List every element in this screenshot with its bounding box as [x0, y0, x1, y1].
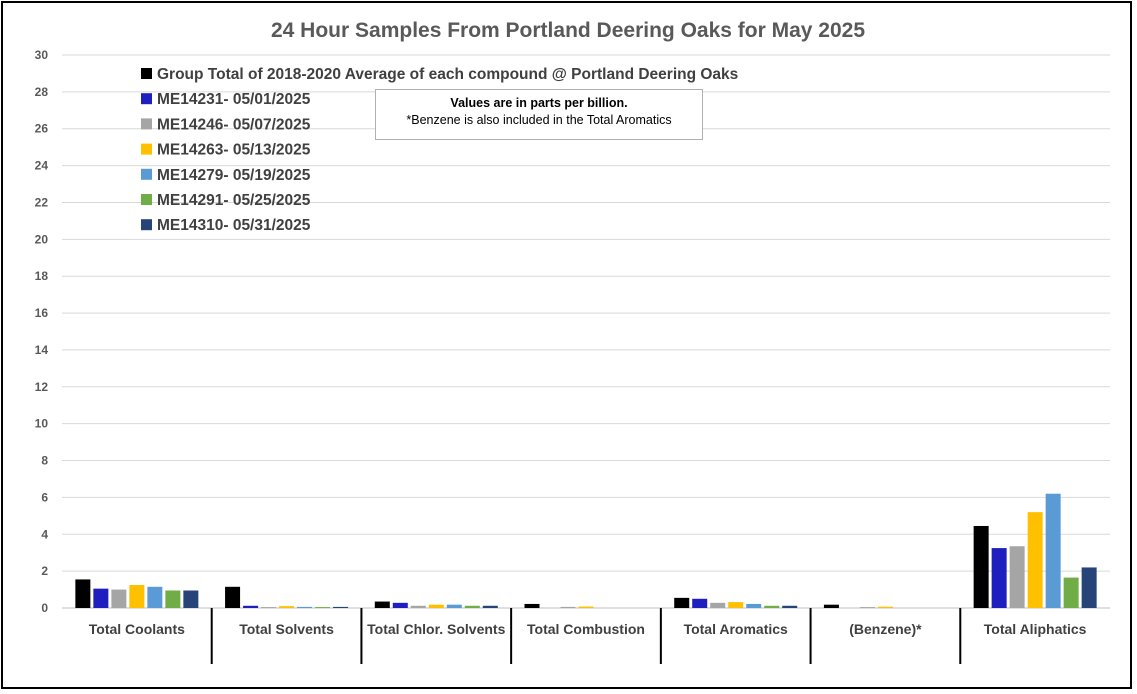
bar	[692, 599, 707, 608]
y-tick-label: 6	[41, 490, 48, 505]
x-category-label: Total Solvents	[239, 621, 334, 637]
legend-swatch	[141, 93, 152, 104]
bar	[974, 526, 989, 608]
bar	[165, 590, 180, 608]
y-tick-label: 20	[34, 232, 48, 247]
x-category-label: Total Chlor. Solvents	[367, 621, 506, 637]
bar	[411, 606, 426, 608]
bar	[728, 602, 743, 608]
legend-swatch	[141, 169, 152, 180]
y-tick-label: 18	[34, 269, 48, 284]
legend-swatch	[141, 194, 152, 205]
bar	[1082, 567, 1097, 608]
bar	[261, 607, 276, 608]
legend-label: ME14291- 05/25/2025	[157, 192, 311, 209]
y-tick-label: 30	[34, 48, 48, 62]
bar	[297, 607, 312, 608]
x-category-label: (Benzene)*	[849, 621, 922, 637]
bar	[1010, 546, 1025, 608]
y-tick-label: 4	[41, 527, 48, 542]
bar	[1028, 512, 1043, 608]
benzene-note-line2: *Benzene is also included in the Total Aromatics	[406, 113, 672, 127]
x-category-label: Total Aliphatics	[983, 621, 1087, 637]
y-axis-ticks	[35, 48, 49, 615]
bar	[429, 605, 444, 608]
y-tick-label: 26	[34, 121, 48, 136]
y-tick-label: 8	[41, 453, 48, 468]
y-tick-label: 0	[41, 601, 48, 615]
legend-label: ME14246- 05/07/2025	[157, 116, 311, 134]
legend-swatch	[141, 219, 152, 230]
y-tick-label: 12	[34, 379, 48, 394]
bar	[111, 590, 126, 608]
bar	[483, 606, 498, 608]
bar	[225, 587, 240, 608]
x-category-label: Total Combustion	[527, 621, 645, 637]
bar	[1064, 578, 1079, 608]
bar	[333, 607, 348, 608]
legend-label: Group Total of 2018-2020 Average of each compound @ Portland Deering Oaks	[157, 66, 739, 83]
bar	[183, 590, 198, 608]
bar	[447, 605, 462, 608]
bar	[93, 589, 108, 608]
legend-swatch	[141, 118, 152, 129]
y-tick-label: 14	[34, 342, 48, 357]
bar	[315, 607, 330, 608]
bar	[129, 585, 144, 608]
bar	[525, 604, 540, 608]
legend-swatch	[141, 68, 152, 79]
legend-label: ME14263- 05/13/2025	[157, 141, 311, 159]
chart-title: 24 Hour Samples From Portland Deering Oaks for May 2025	[270, 19, 866, 42]
bar	[746, 604, 761, 608]
legend-label: ME14279- 05/19/2025	[157, 166, 311, 184]
y-tick-label: 16	[34, 306, 48, 321]
bar	[561, 607, 576, 608]
bar	[674, 598, 689, 608]
bar	[1046, 494, 1061, 608]
y-tick-label: 28	[34, 84, 48, 99]
bar	[782, 606, 797, 608]
bar	[465, 606, 480, 608]
legend-swatch	[141, 144, 152, 155]
x-category-label: Total Aromatics	[683, 621, 788, 637]
bar	[824, 605, 839, 608]
y-tick-label: 2	[41, 564, 48, 579]
bar	[764, 606, 779, 608]
bar	[579, 607, 594, 608]
bar	[393, 603, 408, 608]
x-axis	[89, 608, 1087, 664]
bar	[992, 548, 1007, 608]
x-category-label: Total Coolants	[88, 621, 185, 637]
legend-label: ME14310- 05/31/2025	[157, 217, 311, 235]
units-note-line1: Values are in parts per billion.	[450, 96, 628, 110]
units-note	[375, 89, 703, 140]
bar	[243, 606, 258, 608]
bar	[375, 602, 390, 608]
legend-label: ME14231- 05/01/2025	[157, 91, 311, 109]
y-tick-label: 24	[34, 158, 48, 173]
bar	[710, 603, 725, 608]
bar	[279, 606, 294, 608]
bars	[75, 494, 1096, 608]
bar	[860, 607, 875, 608]
bar	[75, 579, 90, 608]
y-tick-label: 10	[34, 416, 48, 431]
bar	[147, 587, 162, 608]
bar	[878, 607, 893, 608]
y-tick-label: 22	[34, 195, 48, 210]
